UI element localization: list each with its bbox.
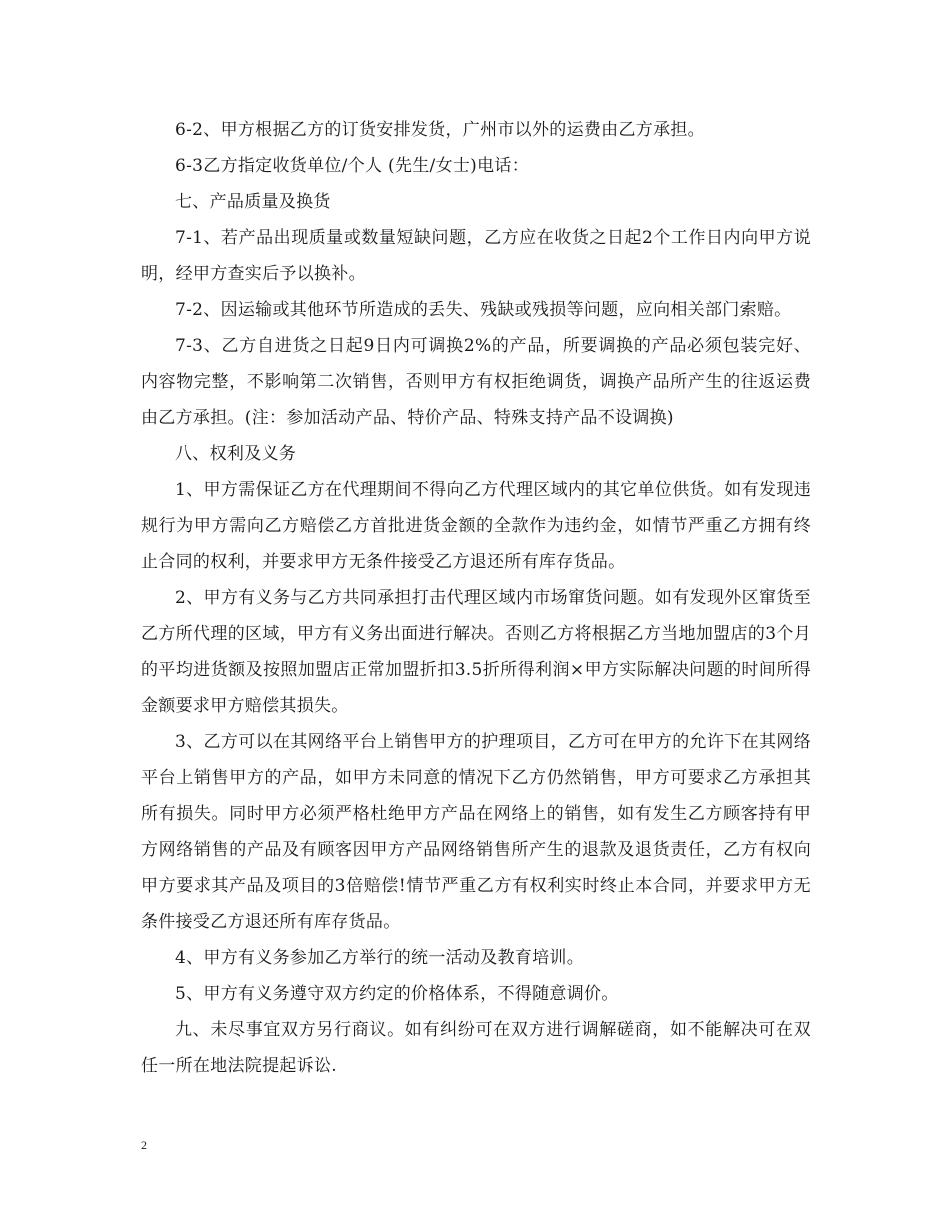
- paragraph-6-3: 6-3乙方指定收货单位/个人 (先生/女士)电话：: [175, 156, 529, 176]
- paragraph-8-2: 2、甲方有义务与乙方共同承担打击代理区域内市场窜货问题。如有发现外区窜货至乙方所代理的区域，甲方有义务出面进行解决。否则乙方将根据乙方当地加盟店的3个月的平均进货额及按照加盟店正常加盟折扣3.5折所得利润×甲方实际解决问题的时间所得金额要求甲方赔偿其损失。: [141, 588, 811, 716]
- paragraph-8-5: 5、甲方有义务遵守双方约定的价格体系，不得随意调价。: [175, 984, 619, 1004]
- paragraph-7-2: 7-2、因运输或其他环节所造成的丢失、残缺或残损等问题，应向相关部门索赔。: [175, 300, 792, 320]
- paragraph-8-1: 1、甲方需保证乙方在代理期间不得向乙方代理区域内的其它单位供货。如有发现违规行为甲方需向乙方赔偿乙方首批进货金额的全款作为违约金，如情节严重乙方拥有终止合同的权利，并要求甲方无条件接受乙方退还所有库存货品。: [141, 480, 811, 572]
- paragraph-8-4: 4、甲方有义务参加乙方举行的统一活动及教育培训。: [175, 948, 585, 968]
- paragraph-6-2: 6-2、甲方根据乙方的订货安排发货，广州市以外的运费由乙方承担。: [175, 120, 705, 140]
- document-body: [141, 112, 811, 1084]
- paragraph-7-1: 7-1、若产品出现质量或数量短缺问题，乙方应在收货之日起2个工作日内向甲方说明，经甲方查实后予以换补。: [141, 228, 811, 284]
- page-number: 2: [141, 1138, 147, 1152]
- section-9: 九、未尽事宜双方另行商议。如有纠纷可在双方进行调解磋商，如不能解决可在双任一所在地法院提起诉讼.: [141, 1020, 811, 1076]
- section-heading-8: 八、权利及义务: [175, 444, 297, 464]
- paragraph-8-3: 3、乙方可以在其网络平台上销售甲方的护理项目，乙方可在甲方的允许下在其网络平台上销售甲方的产品，如甲方未同意的情况下乙方仍然销售，甲方可要求乙方承担其所有损失。同时甲方必须严格杜绝甲方产品在网络上的销售，如有发生乙方顾客持有甲方网络销售的产品及有顾客因甲方产品网络销售所产生的退款及退货责任，乙方有权向甲方要求其产品及项目的3倍赔偿!情节严重乙方有权利实时终止本合同，并要求甲方无条件接受乙方退还所有库存货品。: [141, 732, 811, 932]
- paragraph-7-3: 7-3、乙方自进货之日起9日内可调换2%的产品，所要调换的产品必须包装完好、内容物完整，不影响第二次销售，否则甲方有权拒绝调货，调换产品所产生的往返运费由乙方承担。(注：参加活动产品、特价产品、特殊支持产品不设调换): [141, 336, 811, 428]
- section-heading-7: 七、产品质量及换货: [175, 192, 331, 212]
